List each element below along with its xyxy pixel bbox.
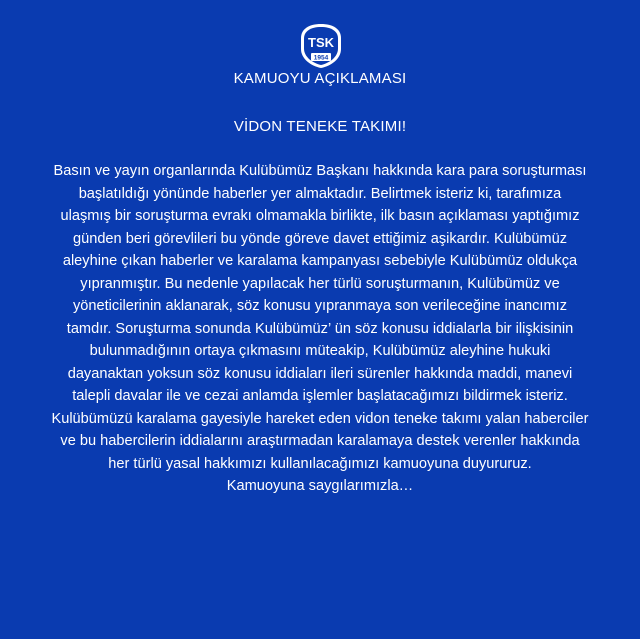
body-line: her türlü yasal hakkımızı kullanılacağımızı kamuoyuna duyururuz. <box>108 455 532 472</box>
announcement-subtitle: VİDON TENEKE TAKIMI! <box>233 118 407 135</box>
body-line: talepli davalar ile ve cezai anlamda işlemler başlatacağımızı bildirmek isteriz. <box>72 388 568 404</box>
body-line: yöneticilerinin aklanarak, söz konusu yıpranmaya son verileceğine inancımız <box>72 298 567 314</box>
body-line: Basın ve yayın organlarında Kulübümüz Başkanı hakkında kara para soruşturması <box>53 163 587 179</box>
body-line: tamdır. Soruşturma sonunda Kulübümüz’ ün söz konusu iddialarla bir ilişkisinin <box>66 320 574 337</box>
body-line: dayanaktan yoksun söz konusu iddiaları ileri sürenler hakkında maddi, manevi <box>67 365 573 382</box>
club-logo <box>300 23 342 69</box>
body-line: Kamuoyuna saygılarımızla… <box>226 478 414 494</box>
body-line: Kulübümüzü karalama gayesiyle hareket eden vidon teneke takımı yalan haberciler <box>51 410 589 427</box>
body-line: günden beri görevlileri bu yönde göreve davet ettiğimiz aşikardır. Kulübümüz <box>72 230 568 247</box>
body-line: bulunmadığının ortaya çıkmasını müteakip, Kulübümüz aleyhine hukuki <box>89 343 551 359</box>
body-line: başlatıldığı yönünde haberler yer almaktadır. Belirtmek isteriz ki, tarafımıza <box>78 185 562 202</box>
body-line: ulaşmış bir soruşturma evrakı olmamakla birlikte, ilk basın açıklaması yaptığımız <box>60 208 580 224</box>
announcement-body <box>10 160 630 498</box>
body-line: aleyhine çıkan haberler ve karalama kampanyası sebebiyle Kulübümüz oldukça <box>62 253 578 269</box>
logo-text: TSK <box>308 35 334 50</box>
logo-year: 1954 <box>313 54 329 62</box>
club-crest-icon <box>300 23 342 69</box>
announcement-title: KAMUOYU AÇIKLAMASI <box>233 70 407 87</box>
body-line: ve bu habercilerin iddialarını araştırmadan karalamaya destek verenler hakkında <box>60 433 580 449</box>
body-line: yıpranmıştır. Bu nedenle yapılacak her türlü soruşturmanın, Kulübümüz ve <box>80 275 560 292</box>
